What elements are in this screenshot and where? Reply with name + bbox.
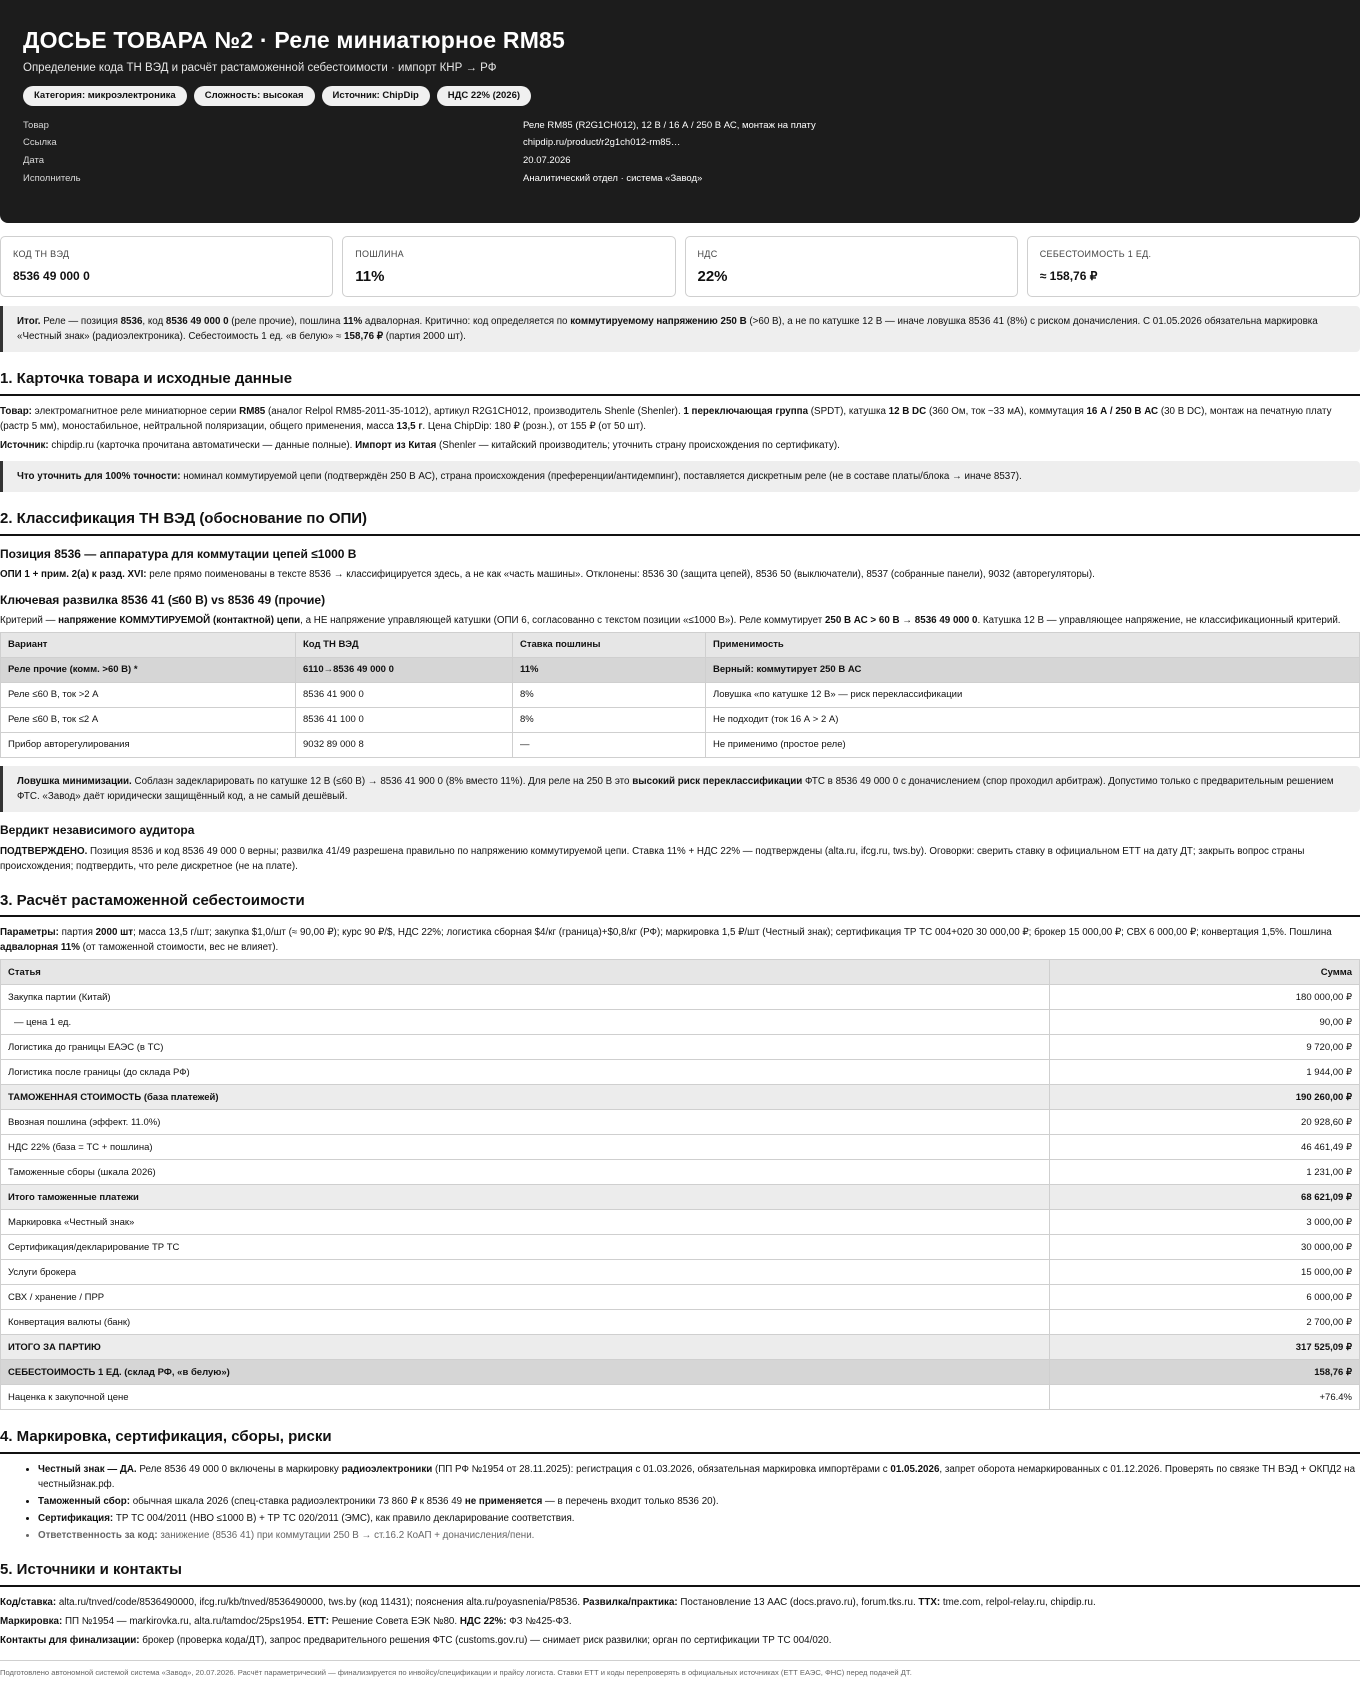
- badge-complexity: Сложность: высокая: [194, 86, 315, 106]
- finalization-contacts: Контакты для финализации: брокер (проверка кода/ДТ), запрос предварительного решения ФТС (customs.gov.ru) — снимает риск развилки; орган по сертификации ТР ТС 004/020.: [0, 1634, 832, 1646]
- fork-criterion: Критерий — напряжение КОММУТИРУЕМОЙ (контактной) цепи, а НЕ напряжение управляющей катушки (ОПИ 6, согласованно с текстом позиции «≤1000 В»). Реле коммутирует 250 В АС > 60 В → 8536 49 000 0. Катушка 12 В — управляющее напряжение, не классификационный критерий.: [0, 615, 1341, 627]
- clarify-callout: Что уточнить для 100% точности: номинал коммутируемой цепи (подтверждён 250 В АС), страна происхождения (преференции/антидемпинг), поставляется дискретным реле (не в составе платы/блока → иначе 8537).: [0, 461, 1360, 492]
- kpi-label: СЕБЕСТОИМОСТЬ 1 ЕД.: [1039, 249, 1152, 259]
- heading-position-8536: Позиция 8536 — аппаратура для коммутации цепей ≤1000 В: [0, 546, 357, 561]
- table-row: [1, 1310, 1360, 1335]
- cost-item-name: Закупка партии (Китай): [1, 985, 1050, 1010]
- product-description: Товар: электромагнитное реле миниатюрное серии RM85 (аналог Relpol RM85-2011-35-1012), артикул R2G1CH012, производитель Shenle (Shenler). 1 переключающая группа (SPDT), катушка 12 В DC (360 Ом, ток ~33 мА), коммутация 16 А / 250 В АС (30 В DC), монтаж на печатную плату (растр 5 мм), моностабильное, нейтральной поляризации, общего применения, масса 13,5 г. Цена ChipDip: 180 ₽ (розн.), от 155 ₽ (от 50 шт).: [0, 405, 1332, 432]
- section-1-title: 1. Карточка товара и исходные данные: [0, 368, 1360, 396]
- table-cell: 8%: [513, 683, 706, 708]
- table-cell: Реле ≤60 В, ток >2 А: [1, 683, 296, 708]
- table-row: [1, 1260, 1360, 1285]
- table-row: [1, 733, 1360, 758]
- cost-item-name: Услуги брокера: [1, 1260, 1050, 1285]
- trap-callout: Ловушка минимизации. Соблазн задекларировать по катушке 12 В (≤60 В) → 8536 41 900 0 (8% вместо 11%). Для реле на 250 В это высокий риск переклассификации ФТС в 8536 49 000 0 с доначислением (спор проходил арбитраж). Допустимо только с предварительным решением ФТС. «Завод» даёт юридически защищённый код, а не самый дешёвый.: [0, 766, 1360, 812]
- kpi-value: ≈ 158,76 ₽: [1039, 269, 1098, 284]
- cost-item-sum: 158,76 ₽: [1050, 1360, 1360, 1385]
- cost-item-name: Логистика до границы ЕАЭС (в ТС): [1, 1035, 1050, 1060]
- heading-key-fork: Ключевая развилка 8536 41 (≤60 В) vs 8536 49 (прочие): [0, 592, 326, 607]
- sources-code: Код/ставка: alta.ru/tnved/code/8536490000, ifcg.ru/kb/tnved/8536490000, tws.by (код 11431); пояснения alta.ru/poyasnenia/P8536. Развилка/практика: Постановление 13 ААС (docs.pravo.ru), forum.tks.ru. ТТХ: tme.com, relpol-relay.ru, chipdip.ru.: [0, 1596, 1096, 1608]
- section-2-title: 2. Классификация ТН ВЭД (обоснование по ОПИ): [0, 508, 1360, 536]
- cost-item-name: Ввозная пошлина (эффект. 11.0%): [1, 1110, 1050, 1135]
- table-cell: 8536 41 100 0: [296, 708, 513, 733]
- table-row: [1, 1035, 1360, 1060]
- cost-item-sum: 90,00 ₽: [1050, 1010, 1360, 1035]
- table-row: [1, 1010, 1360, 1035]
- table-row: [1, 1335, 1360, 1360]
- section-4-title: 4. Маркировка, сертификация, сборы, риски: [0, 1426, 1360, 1454]
- cost-item-sum: 6 000,00 ₽: [1050, 1285, 1360, 1310]
- cost-item-sum: +76.4%: [1050, 1385, 1360, 1410]
- list-item: • Таможенный сбор: обычная шкала 2026 (спец-ставка радиоэлектроники 73 860 ₽ к 8536 49 не применяется — в перечень входит только 8536 20).: [38, 1494, 1360, 1509]
- table-cell: 6110→8536 49 000 0: [296, 658, 513, 683]
- kpi-unit-cost: [1027, 236, 1360, 297]
- table-cell: 9032 89 000 8: [296, 733, 513, 758]
- meta-value-product: Реле RM85 (R2G1CH012), 12 В / 16 А / 250 В АС, монтаж на плату: [523, 119, 816, 131]
- cost-item-name: ИТОГО ЗА ПАРТИЮ: [1, 1335, 1050, 1360]
- cost-item-name: Конвертация валюты (банк): [1, 1310, 1050, 1335]
- list-item: • Сертификация: ТР ТС 004/2011 (НВО ≤1000 В) + ТР ТС 020/2011 (ЭМС), как правило декларирование соответствия.: [38, 1511, 1360, 1526]
- cost-item-name: ТАМОЖЕННАЯ СТОИМОСТЬ (база платежей): [1, 1085, 1050, 1110]
- table-row: [1, 1185, 1360, 1210]
- table-row: [1, 1085, 1360, 1110]
- heading-auditor-verdict: Вердикт независимого аудитора: [0, 823, 195, 838]
- table-cell: Ловушка «по катушке 12 В» — риск переклассификации: [706, 683, 1360, 708]
- dossier-header: [0, 0, 1360, 223]
- cost-item-sum: 180 000,00 ₽: [1050, 985, 1360, 1010]
- kpi-vat: [685, 236, 1018, 297]
- table-row: [1, 985, 1360, 1010]
- table-row: [1, 658, 1360, 683]
- cost-table: [0, 959, 1360, 1410]
- table-row: [1, 1210, 1360, 1235]
- table-cell: Прибор авторегулирования: [1, 733, 296, 758]
- table-header-row: [1, 633, 1360, 658]
- section-5-title: 5. Источники и контакты: [0, 1559, 1360, 1587]
- kpi-label: НДС: [697, 249, 718, 259]
- meta-label-date: Дата: [23, 155, 45, 167]
- opi-reasoning: ОПИ 1 + прим. 2(а) к разд. XVI: реле прямо поименованы в тексте 8536 → классифицируется здесь, а не как «часть машины». Отклонены: 8536 30 (защита цепей), 8536 50 (выключатели), 8537 (собранные панели), 9032 (авторегуляторы).: [0, 568, 1095, 580]
- table-cell: Не применимо (простое реле): [706, 733, 1360, 758]
- cost-item-sum: 46 461,49 ₽: [1050, 1135, 1360, 1160]
- table-cell: Верный: коммутирует 250 В АС: [706, 658, 1360, 683]
- cost-item-name: Логистика после границы (до склада РФ): [1, 1060, 1050, 1085]
- list-item: • Честный знак — ДА. Реле 8536 49 000 0 включены в маркировку радиоэлектроники (ПП РФ №1954 от 28.11.2025): регистрация с 01.03.2026, обязательная маркировка импортёрами с 01.05.2026, запрет оборота немаркированных с 01.12.2026. Проверять по связке ТН ВЭД + ОКПД2 на честныйзнак.рф.: [38, 1462, 1360, 1492]
- meta-label-product: Товар: [23, 119, 49, 131]
- cost-item-name: СВХ / хранение / ПРР: [1, 1285, 1050, 1310]
- meta-label-link: Ссылка: [23, 137, 57, 149]
- table-row: [1, 1235, 1360, 1260]
- col-variant: Вариант: [1, 633, 296, 658]
- table-cell: Реле прочие (комм. >60 В) *: [1, 658, 296, 683]
- cost-item-sum: 190 260,00 ₽: [1050, 1085, 1360, 1110]
- table-cell: —: [513, 733, 706, 758]
- table-row: [1, 1285, 1360, 1310]
- cost-item-name: Итого таможенные платежи: [1, 1185, 1050, 1210]
- col-sum: Сумма: [1050, 960, 1360, 985]
- table-row: [1, 708, 1360, 733]
- page-title: ДОСЬЕ ТОВАРА №2 · Реле миниатюрное RM85: [23, 27, 566, 53]
- cost-item-sum: 20 928,60 ₽: [1050, 1110, 1360, 1135]
- badge-source: Источник: ChipDip: [322, 86, 430, 106]
- table-cell: 8536 41 900 0: [296, 683, 513, 708]
- risks-list: [38, 1462, 1360, 1543]
- col-applicability: Применимость: [706, 633, 1360, 658]
- cost-item-name: Наценка к закупочной цене: [1, 1385, 1050, 1410]
- cost-item-sum: 317 525,09 ₽: [1050, 1335, 1360, 1360]
- table-row: [1, 1360, 1360, 1385]
- kpi-hs-code: [0, 236, 333, 297]
- cost-item-name: Таможенные сборы (шкала 2026): [1, 1160, 1050, 1185]
- cost-item-sum: 1 231,00 ₽: [1050, 1160, 1360, 1185]
- summary-callout: Итог. Реле — позиция 8536, код 8536 49 000 0 (реле прочие), пошлина 11% адвалорная. Критично: код определяется по коммутируемому напряжению 250 В (>60 В), а не по катушке 12 В — иначе ловушка 8536 41 (8%) с риском доначисления. С 01.05.2026 обязательна маркировка «Честный знак» (радиоэлектроника). Себестоимость 1 ед. «в белую» ≈ 158,76 ₽ (партия 2000 шт).: [0, 306, 1360, 352]
- calc-parameters: Параметры: партия 2000 шт; масса 13,5 г/шт; закупка $1,0/шт (≈ 90,00 ₽); курс 90 ₽/$, НДС 22%; логистика сборная $4/кг (граница)+$0,8/кг (РФ); маркировка 1,5 ₽/шт (Честный знак); сертификация ТР ТС 004+020 30 000,00 ₽; брокер 15 000,00 ₽; СВХ 6 000,00 ₽; конвертация 1,5%. Пошлина адвалорная 11% (от таможенной стоимости, вес не влияет).: [0, 927, 1332, 954]
- col-item: Статья: [1, 960, 1050, 985]
- cost-item-name: Маркировка «Честный знак»: [1, 1210, 1050, 1235]
- page-subtitle: Определение кода ТН ВЭД и расчёт растаможенной себестоимости · импорт КНР → РФ: [23, 62, 497, 74]
- cost-item-name: НДС 22% (база = ТС + пошлина): [1, 1135, 1050, 1160]
- table-row: [1, 1135, 1360, 1160]
- table-cell: 11%: [513, 658, 706, 683]
- table-header-row: [1, 960, 1360, 985]
- section-3-title: 3. Расчёт растаможенной себестоимости: [0, 890, 1360, 918]
- table-row: [1, 1160, 1360, 1185]
- table-row: [1, 1110, 1360, 1135]
- badge-vat: НДС 22% (2026): [437, 86, 531, 106]
- cost-item-name: Сертификация/декларирование ТР ТС: [1, 1235, 1050, 1260]
- table-row: [1, 1385, 1360, 1410]
- cost-item-sum: 30 000,00 ₽: [1050, 1235, 1360, 1260]
- kpi-value: 22%: [697, 268, 728, 286]
- meta-value-date: 20.07.2026: [523, 155, 571, 167]
- table-cell: 8%: [513, 708, 706, 733]
- kpi-duty: [342, 236, 675, 297]
- cost-item-sum: 3 000,00 ₽: [1050, 1210, 1360, 1235]
- kpi-value: 11%: [355, 268, 385, 286]
- cost-item-name: СЕБЕСТОИМОСТЬ 1 ЕД. (склад РФ, «в белую»): [1, 1360, 1050, 1385]
- table-cell: Не подходит (ток 16 А > 2 А): [706, 708, 1360, 733]
- meta-value-link[interactable]: chipdip.ru/product/r2g1ch012-rm85…: [523, 137, 681, 149]
- list-item: • Ответственность за код: занижение (8536 41) при коммутации 250 В → ст.16.2 КоАП + доначисления/пени.: [38, 1528, 1360, 1543]
- table-cell: Реле ≤60 В, ток ≤2 А: [1, 708, 296, 733]
- col-code: Код ТН ВЭД: [296, 633, 513, 658]
- product-source: Источник: chipdip.ru (карточка прочитана автоматически — данные полные). Импорт из Китая (Shenler — китайский производитель; уточнить страну происхождения по сертификату).: [0, 439, 840, 451]
- cost-item-sum: 9 720,00 ₽: [1050, 1035, 1360, 1060]
- meta-label-executor: Исполнитель: [23, 172, 81, 184]
- kpi-label: ПОШЛИНА: [355, 249, 404, 259]
- classification-table: [0, 632, 1360, 758]
- kpi-label: КОД ТН ВЭД: [13, 249, 70, 259]
- footer-note: Подготовлено автономной системой система «Завод», 20.07.2026. Расчёт параметрический — финализируется по инвойсу/спецификации и прайсу логиста. Ставки ЕТТ и коды перепроверять в официальных источниках (ЕТТ ЕАЭС, ФНС) перед подачей ДТ.: [0, 1660, 1360, 1678]
- kpi-row: [0, 236, 1360, 297]
- cost-item-sum: 1 944,00 ₽: [1050, 1060, 1360, 1085]
- kpi-value: 8536 49 000 0: [13, 269, 90, 284]
- badge-row: [23, 86, 1337, 106]
- cost-item-sum: 15 000,00 ₽: [1050, 1260, 1360, 1285]
- auditor-verdict: ПОДТВЕРЖДЕНО. Позиция 8536 и код 8536 49 000 0 верны; развилка 41/49 разрешена правильно по напряжению коммутируемой цепи. Ставка 11% + НДС 22% — подтверждены (alta.ru, ifcg.ru, tws.by). Оговорки: сверить ставку в официальном ЕТТ на дату ДТ; закрыть вопрос страны происхождения; подтвердить, что реле дискретное (не на плате).: [0, 845, 1305, 872]
- cost-item-sum: 2 700,00 ₽: [1050, 1310, 1360, 1335]
- col-rate: Ставка пошлины: [513, 633, 706, 658]
- meta-value-executor: Аналитический отдел · система «Завод»: [523, 172, 703, 184]
- badge-category: Категория: микроэлектроника: [23, 86, 187, 106]
- cost-item-name: — цена 1 ед.: [1, 1010, 1050, 1035]
- sources-marking: Маркировка: ПП №1954 — markirovka.ru, alta.ru/tamdoc/25ps1954. ЕТТ: Решение Совета ЕЭК №80. НДС 22%: ФЗ №425-ФЗ.: [0, 1615, 572, 1627]
- table-row: [1, 683, 1360, 708]
- table-row: [1, 1060, 1360, 1085]
- cost-item-sum: 68 621,09 ₽: [1050, 1185, 1360, 1210]
- meta-grid: [23, 119, 1337, 186]
